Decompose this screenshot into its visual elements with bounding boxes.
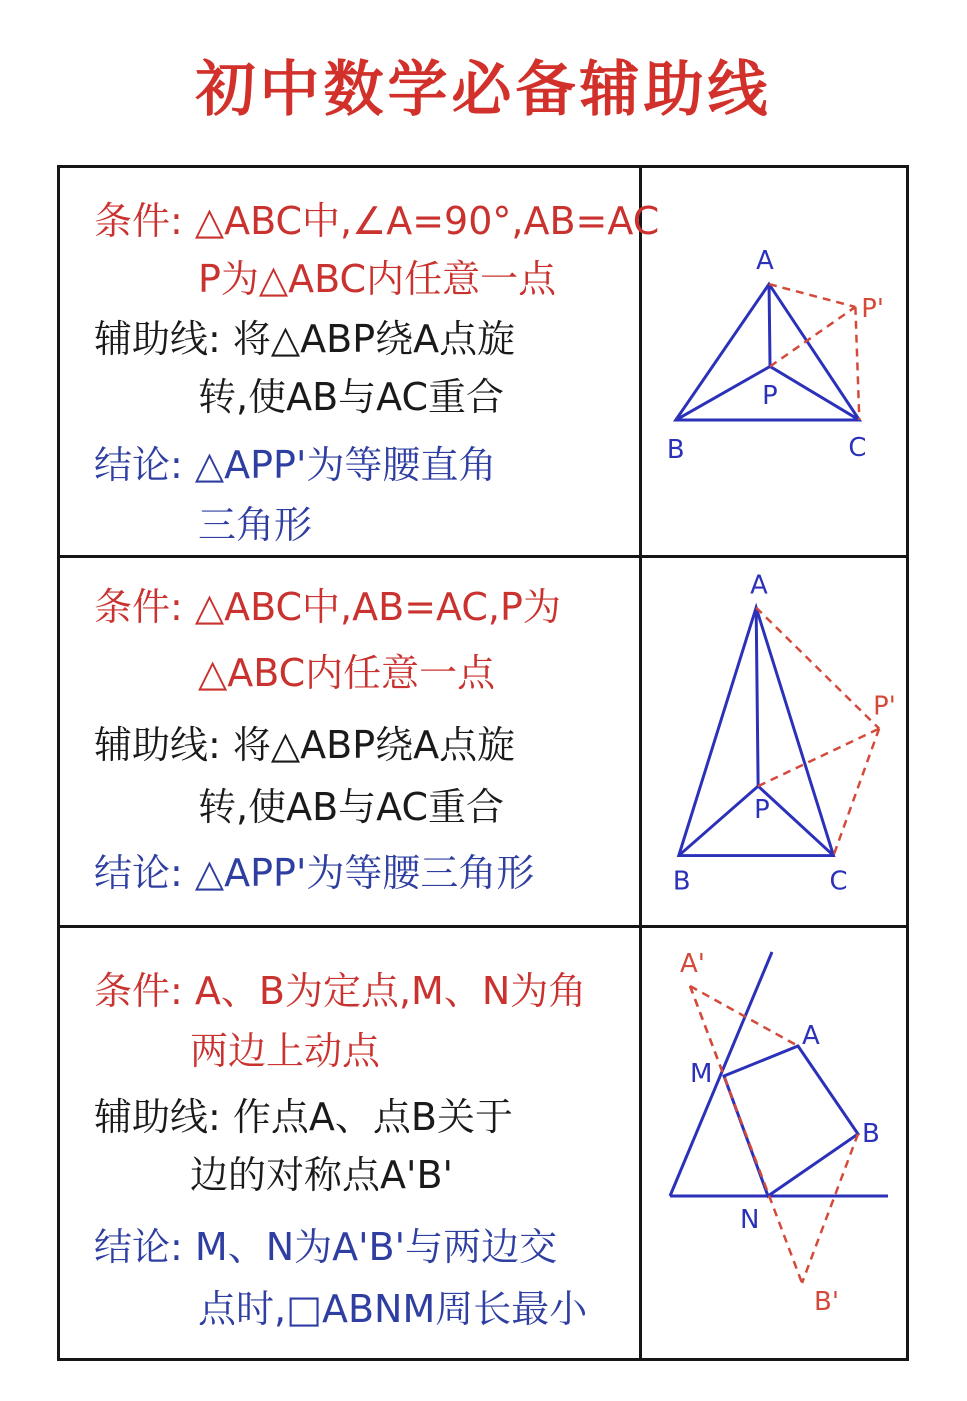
text-cell (60, 558, 642, 925)
figure-cell (642, 928, 906, 1358)
figure-cell (642, 168, 906, 555)
conclusion-text: △APP'为等腰三角形 (194, 851, 535, 895)
condition-label: 条件: (94, 585, 183, 629)
label-n: N (740, 1205, 760, 1235)
condition-text: △ABC中,∠A=90°,AB=AC (194, 199, 660, 243)
segment-cp (770, 366, 859, 420)
condition-line-2: △ABC内任意一点 (198, 651, 496, 695)
label-p: P (762, 381, 778, 412)
conclusion-text: M、N为A'B'与两边交 (194, 1225, 558, 1269)
conclusion-text: △APP'为等腰直角 (194, 443, 497, 487)
aux-line-2: 转,使AB与AC重合 (198, 375, 505, 419)
conclusion-line-2: 三角形 (198, 503, 313, 547)
label-b: B (672, 866, 691, 897)
aux-line-2: 边的对称点A'B' (190, 1153, 453, 1197)
label-p-prime: P' (861, 293, 884, 324)
segment-pp-prime (758, 729, 879, 787)
condition-label: 条件: (94, 199, 183, 243)
condition-label: 条件: (94, 969, 183, 1013)
figure-reflection-minimum-perimeter (642, 928, 906, 1358)
conclusion-line-1 (94, 850, 534, 896)
condition-line-1 (94, 198, 659, 244)
label-a: A (802, 1021, 820, 1051)
condition-text: A、B为定点,M、N为角 (194, 969, 587, 1013)
segment-ap (769, 284, 770, 366)
condition-line-1 (94, 968, 586, 1014)
table-row (60, 928, 906, 1358)
label-p: P (754, 794, 770, 825)
segment-pp-prime (770, 307, 855, 367)
figure-rotation-isosceles (642, 558, 906, 925)
label-a: A (756, 246, 774, 277)
text-cell (60, 168, 660, 555)
segment-bp (676, 366, 770, 420)
condition-line-1 (94, 584, 561, 630)
label-b: B (666, 434, 685, 465)
aux-line-2: 转,使AB与AC重合 (198, 785, 505, 829)
segment-a-prime-a (690, 986, 798, 1046)
page-title: 初中数学必备辅助线 (195, 55, 772, 125)
label-a-prime: A' (680, 949, 705, 979)
quadrilateral-abnm (724, 1046, 858, 1196)
label-c: C (848, 432, 867, 463)
aux-line-1 (94, 316, 515, 362)
figure-cell (642, 558, 906, 925)
text-cell (60, 928, 642, 1358)
segment-cp-prime (855, 307, 859, 420)
conclusion-label: 结论: (94, 1225, 183, 1269)
segment-a-prime-b-prime (690, 986, 802, 1283)
label-m: M (690, 1059, 713, 1089)
label-a: A (750, 570, 768, 601)
conclusion-line-2: 点时,□ABNM周长最小 (198, 1287, 588, 1331)
segment-ap (756, 608, 758, 787)
condition-line-2: 两边上动点 (190, 1029, 381, 1073)
aux-line-1 (94, 1094, 513, 1140)
label-b-prime: B' (814, 1287, 839, 1317)
label-p-prime: P' (873, 691, 896, 722)
figure-rotation-right-isosceles (642, 168, 906, 555)
label-c: C (829, 866, 848, 897)
table-row (60, 168, 906, 558)
conclusion-label: 结论: (94, 443, 183, 487)
label-b: B (862, 1119, 880, 1149)
content-table (57, 165, 909, 1361)
aux-label: 辅助线: (94, 723, 221, 767)
table-row (60, 558, 906, 928)
aux-text: 将△ABP绕A点旋 (232, 317, 516, 361)
condition-text: △ABC中,AB=AC,P为 (194, 585, 561, 629)
aux-line-1 (94, 722, 515, 768)
aux-label: 辅助线: (94, 1095, 221, 1139)
aux-text: 作点A、点B关于 (232, 1095, 513, 1139)
segment-b-b-prime (802, 1134, 858, 1283)
conclusion-line-1 (94, 1224, 557, 1270)
conclusion-label: 结论: (94, 851, 183, 895)
condition-line-2: P为△ABC内任意一点 (198, 257, 557, 301)
aux-text: 将△ABP绕A点旋 (232, 723, 516, 767)
aux-label: 辅助线: (94, 317, 221, 361)
conclusion-line-1 (94, 442, 496, 488)
